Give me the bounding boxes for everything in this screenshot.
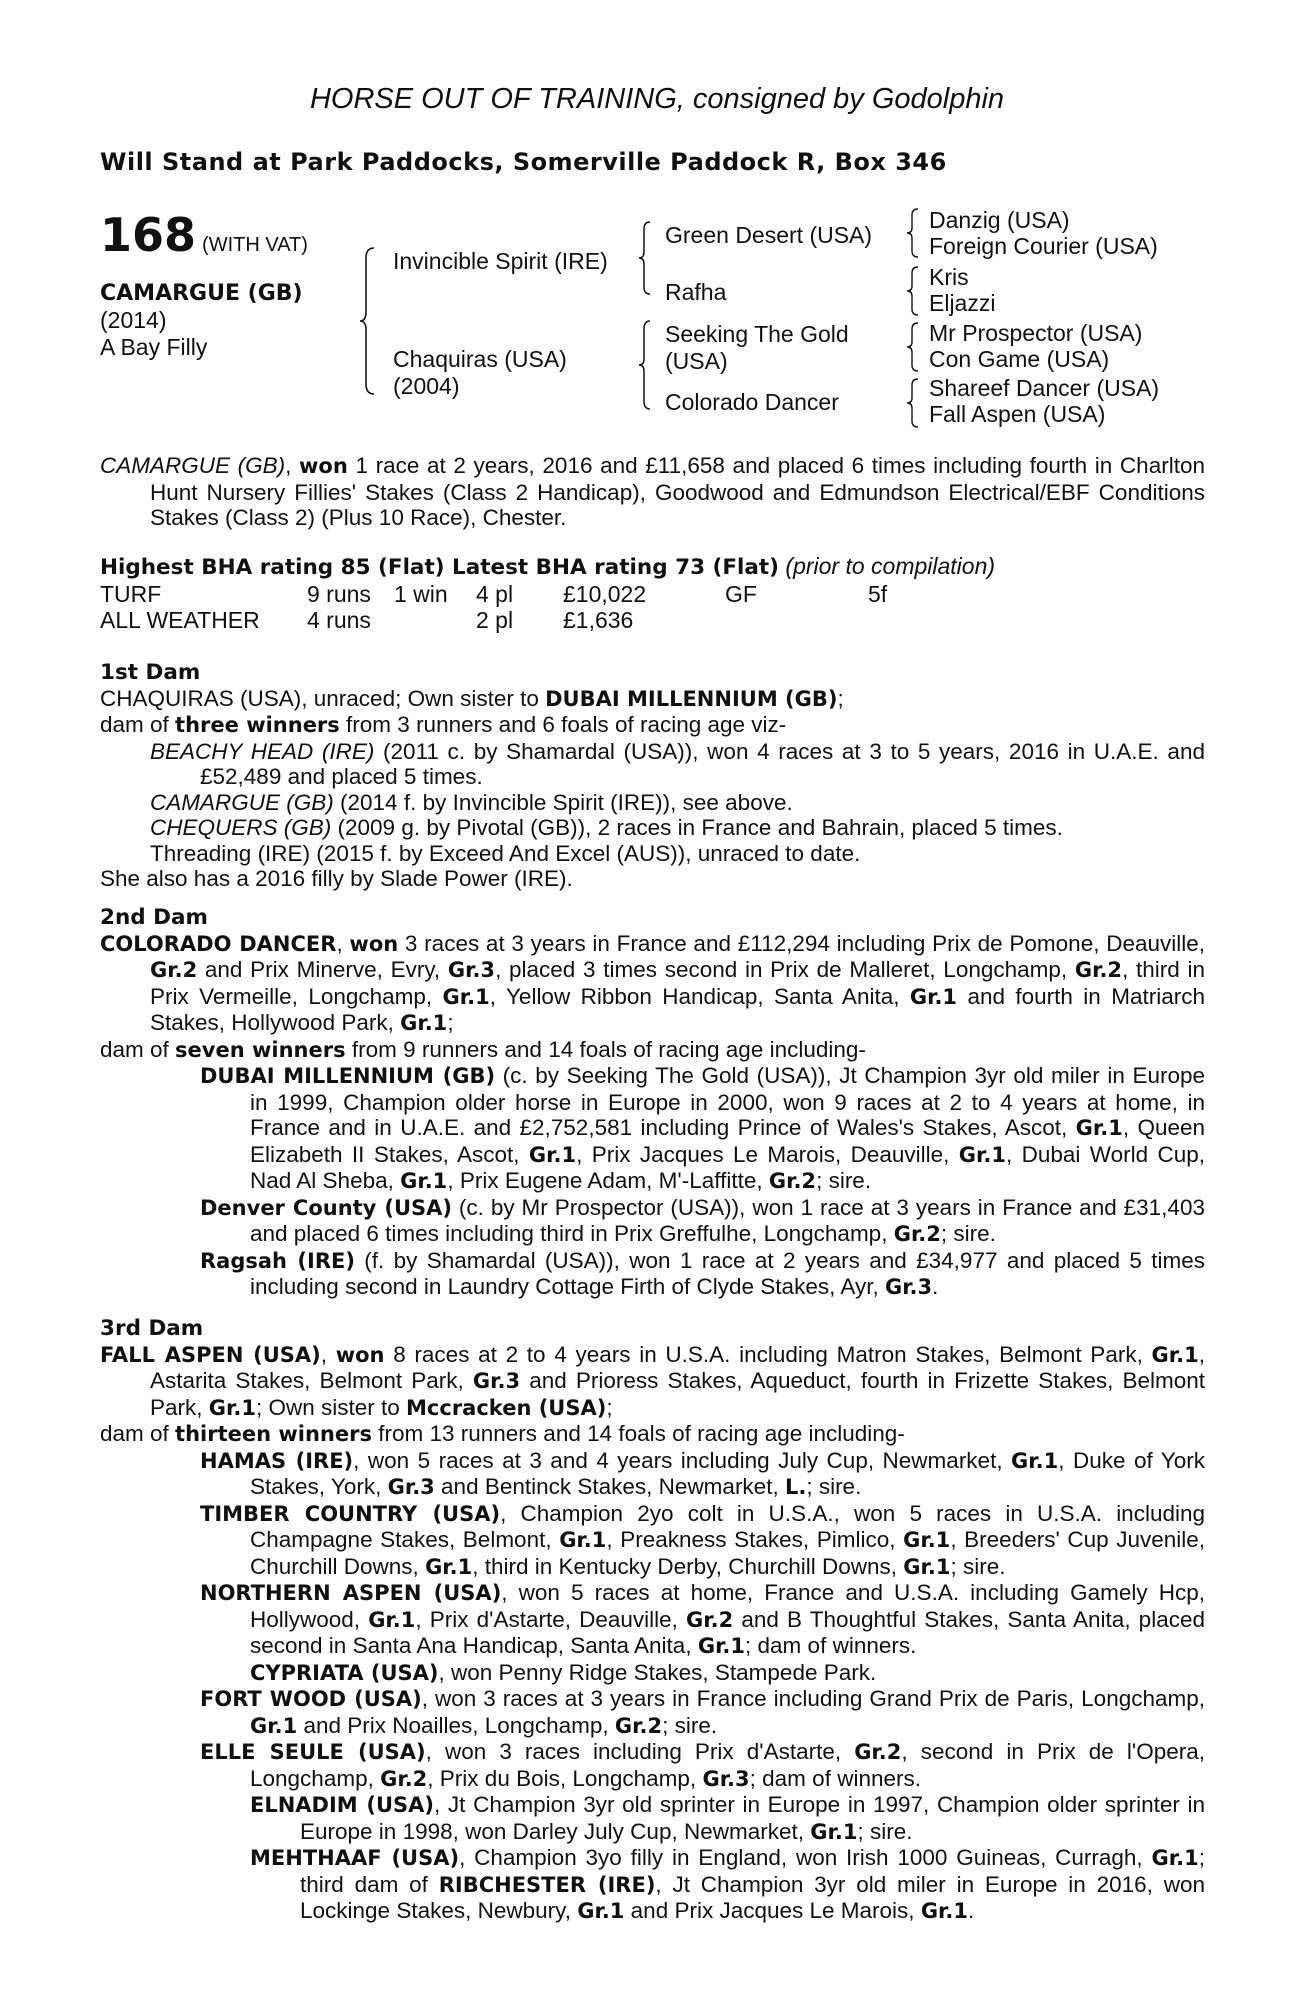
first-dam-winners: three winners — [175, 713, 340, 737]
produce-3-name: CHEQUERS (GB) — [150, 815, 332, 840]
first-dam-line2a: dam of — [100, 712, 176, 737]
dam-name: Chaquiras (USA) — [393, 346, 567, 372]
bold-run: Gr.1 — [1011, 1448, 1059, 1473]
bold-run: TIMBER COUNTRY (USA) — [200, 1501, 501, 1526]
bold-run: Gr.1 — [1151, 1342, 1199, 1367]
ds-sire: Mr Prospector (USA) — [929, 320, 1143, 346]
produce-2-name: CAMARGUE (GB) — [150, 789, 334, 815]
bold-run: Denver County (USA) — [200, 1195, 452, 1220]
bold-run: Gr.1 — [1075, 1116, 1123, 1140]
third-dam-offspring-3 — [100, 1580, 1205, 1660]
text-run: , Jt Champion 3yr old sprinter in Europe in 1997, Champion older sprinter in Europe in 1998, won Darley July Cup, Newmarket, — [300, 1792, 1205, 1844]
produce-4: Threading (IRE) (2015 f. by Exceed And Excel (AUS)), unraced to date. — [150, 840, 861, 866]
text-run: and B Thoughtful Stakes, Santa Anita, placed second in Santa Ana Handicap, Santa Anita, — [250, 1606, 1205, 1658]
produce-3-text: (2009 g. by Pivotal (GB)), 2 races in France and Bahrain, placed 5 times. — [331, 815, 1063, 840]
bold-run: seven winners — [175, 1037, 346, 1062]
text-run: , third in Kentucky Derby, Churchill Downs, — [472, 1553, 904, 1579]
horse-year: (2014) — [100, 307, 167, 333]
text-run: , Champion 2yo colt in U.S.A., won 5 races in U.S.A. including Champagne Stakes, Belmont, — [250, 1500, 1206, 1552]
text-run: , third in Prix Vermeille, Longchamp, — [150, 957, 1205, 1009]
first-dam-line1-end: ; — [837, 685, 844, 711]
summary-horse-name: CAMARGUE (GB) — [100, 453, 286, 478]
bold-run: Gr.2 — [686, 1607, 734, 1632]
dam-sire-line2: (USA) — [665, 348, 728, 374]
text-run: 3 races at 3 years in France and £112,294 including Prix de Pomone, Deauville, — [398, 930, 1205, 956]
summary-text: 1 race at 2 years, 2016 and £11,658 and placed 6 times including fourth in Charlton Hunt Nursery Fillies' Stakes (Class 2 Handicap), Goodwood and Edmundson Electrical/EBF Conditions Stakes (Class 2) (Plus 10 Race), Chester. — [150, 453, 1205, 530]
text-run: ; dam of winners. — [749, 1765, 921, 1791]
bold-run: NORTHERN ASPEN (USA) — [200, 1581, 502, 1605]
bold-run: Gr.3 — [447, 958, 496, 982]
aw-prize: £1,636 — [563, 607, 634, 633]
bold-run: Gr.1 — [810, 1819, 858, 1844]
bold-run: Gr.1 — [400, 1169, 448, 1193]
bold-run: Mccracken (USA) — [406, 1395, 607, 1420]
text-run: ; sire. — [857, 1818, 913, 1844]
third-dam-heading: 3rd Dam — [100, 1316, 204, 1341]
bold-run: FALL ASPEN (USA) — [100, 1342, 321, 1367]
third-dam-record — [100, 1342, 1205, 1422]
text-run: , won 5 races at 3 and 4 years including July Cup, Newmarket, — [353, 1447, 1012, 1473]
bold-run: Gr.2 — [893, 1222, 941, 1246]
summary-won: won — [299, 454, 348, 478]
produce-3 — [100, 815, 1205, 841]
dam-sire-line1: Seeking The Gold — [665, 321, 849, 347]
text-run: ; — [606, 1394, 613, 1420]
text-run: , Prix d'Astarte, Deauville, — [415, 1606, 687, 1632]
bold-run: Gr.1 — [697, 1634, 746, 1658]
bold-run: Gr.3 — [472, 1369, 521, 1393]
pedigree-brace-sd — [905, 265, 921, 317]
aw-runs: 4 runs — [307, 607, 371, 633]
text-run: , — [336, 930, 350, 956]
text-run: , Prix Jacques Le Marois, Deauville, — [576, 1141, 959, 1167]
ratings-heading: Highest BHA rating 85 (Flat) Latest BHA rating 73 (Flat) — [100, 555, 780, 580]
second-dam-heading: 2nd Dam — [100, 905, 208, 930]
bold-run: ELNADIM (USA) — [250, 1793, 435, 1817]
sire-sire: Green Desert (USA) — [665, 222, 873, 248]
produce-1-text: (2011 c. by Shamardal (USA)), won 4 races at 3 to 5 years, 2016 in U.A.E. and £52,489 and placed 5 times. — [200, 738, 1205, 789]
bold-run: thirteen winners — [175, 1422, 372, 1446]
bold-run: Gr.1 — [920, 1899, 969, 1923]
first-dam-line1: CHAQUIRAS (USA), unraced; Own sister to — [100, 685, 546, 711]
pedigree-brace-sire — [637, 220, 653, 296]
bold-run: Gr.3 — [387, 1475, 435, 1499]
pedigree-brace-ss — [905, 207, 921, 259]
stand-location: Will Stand at Park Paddocks, Somerville Paddock R, Box 346 — [100, 148, 947, 176]
sire-dam: Rafha — [665, 279, 727, 305]
turf-runs: 9 runs — [307, 581, 371, 607]
text-run: , Duke of York Stakes, York, — [250, 1447, 1205, 1499]
third-dam-offspring-4 — [100, 1686, 1205, 1739]
text-run: , Dubai World Cup, Nad Al Sheba, — [250, 1141, 1205, 1193]
produce-1-name: BEACHY HEAD (IRE) — [150, 738, 375, 764]
dam-dam: Colorado Dancer — [665, 389, 839, 415]
second-dam-produce — [100, 1037, 1205, 1064]
text-run: , Queen Elizabeth II Stakes, Ascot, — [250, 1115, 1206, 1167]
aw-label: ALL WEATHER — [100, 607, 260, 633]
horse-details — [100, 280, 303, 361]
text-run: , Prix Eugene Adam, M'-Laffitte, — [447, 1168, 769, 1193]
text-run: (f. by Shamardal (USA)), won 1 race at 2 years and £34,977 and placed 5 times including second in Laundry Cottage Firth of Clyde Stakes, Ayr, — [250, 1247, 1205, 1299]
text-run: ; sire. — [950, 1553, 1006, 1579]
bold-run: ELLE SEULE (USA) — [200, 1740, 426, 1764]
pedigree-brace-main — [358, 246, 378, 396]
bold-run: Gr.1 — [425, 1554, 473, 1579]
aw-placed: 2 pl — [476, 607, 514, 633]
third-dam-section — [100, 1316, 1205, 1925]
turf-prize: £10,022 — [563, 581, 647, 607]
vat-note: (WITH VAT) — [202, 234, 308, 256]
text-run: ; dam of winners. — [745, 1633, 917, 1658]
bold-run: won — [335, 1342, 385, 1367]
text-run: ; third dam of — [300, 1845, 1205, 1897]
turf-placed: 4 pl — [476, 581, 514, 607]
bold-run: Gr.1 — [1151, 1846, 1199, 1870]
text-run: , won 5 races at home, France and U.S.A. including Gamely Hcp, Hollywood, — [250, 1580, 1205, 1632]
bold-run: Gr.1 — [958, 1142, 1006, 1167]
second-dam-offspring-3 — [100, 1248, 1205, 1301]
text-run: , Champion 3yo filly in England, won Irish 1000 Guineas, Curragh, — [459, 1845, 1152, 1870]
third-dam-grandoffspring-2 — [100, 1792, 1205, 1845]
text-run: from 13 runners and 14 foals of racing age including- — [371, 1421, 905, 1446]
bold-run: Gr.2 — [768, 1169, 817, 1193]
pedigree-brace-ds — [905, 321, 921, 373]
turf-going: GF — [725, 581, 757, 607]
bold-run: Ragsah (IRE) — [200, 1248, 355, 1273]
bold-run: Gr.1 — [528, 1142, 577, 1167]
third-dam-grandoffspring-3 — [100, 1845, 1205, 1925]
bold-run: Gr.1 — [208, 1395, 256, 1420]
consignor-header: HORSE OUT OF TRAINING, consigned by Godolphin — [309, 83, 1005, 115]
bold-run: won — [349, 931, 399, 956]
bold-run: FORT WOOD (USA) — [200, 1687, 422, 1711]
bold-run: Gr.2 — [614, 1713, 663, 1738]
turf-distance: 5f — [868, 581, 888, 607]
bold-run: Gr.1 — [368, 1607, 416, 1632]
ss-dam: Foreign Courier (USA) — [929, 233, 1158, 259]
bold-run: Gr.2 — [150, 958, 198, 982]
text-run: (c. by Seeking The Gold (USA)), Jt Champion 3yr old miler in Europe in 1999, Champion older horse in Europe in 2000, won 9 races at 2 to 4 years at home, in France and in U.A.E. and £2,752,581 including Prince of Wales's Stakes, Ascot, — [250, 1063, 1205, 1140]
first-dam-heading: 1st Dam — [100, 660, 201, 685]
text-run: and Bentinck Stakes, Newmarket, — [434, 1474, 785, 1499]
bold-run: Gr.1 — [577, 1899, 625, 1923]
text-run: , — [320, 1341, 336, 1367]
text-run: , won 3 races at 3 years in France including Grand Prix de Paris, Longchamp, — [421, 1686, 1206, 1711]
bold-run: Gr.1 — [909, 984, 958, 1009]
dd-sire: Shareef Dancer (USA) — [929, 375, 1160, 401]
text-run: . — [968, 1898, 975, 1923]
dd-dam: Fall Aspen (USA) — [929, 401, 1106, 427]
dam-year: (2004) — [393, 373, 460, 399]
second-dam-section — [100, 905, 1205, 1301]
bold-run: Gr.3 — [702, 1766, 750, 1791]
text-run: , Yellow Ribbon Handicap, Santa Anita, — [489, 983, 910, 1009]
text-run: ; sire. — [662, 1712, 718, 1738]
text-run: , second in Prix de l'Opera, Longchamp, — [250, 1739, 1205, 1791]
text-run: ; Own sister to — [255, 1394, 407, 1420]
bold-run: HAMAS (IRE) — [200, 1448, 354, 1473]
pedigree-brace-dd — [905, 377, 921, 429]
bold-run: L. — [784, 1475, 807, 1499]
produce-2-text: (2014 f. by Invincible Spirit (IRE)), see above. — [333, 789, 793, 815]
bold-run: Gr.2 — [380, 1766, 428, 1791]
sd-sire: Kris — [929, 264, 969, 290]
produce-note: She also has a 2016 filly by Slade Power (IRE). — [100, 866, 573, 891]
turf-wins: 1 win — [394, 581, 448, 607]
first-dam-section — [100, 660, 1205, 892]
text-run: and Prix Noailles, Longchamp, — [297, 1712, 615, 1738]
text-run: and Prix Minerve, Evry, — [197, 957, 448, 982]
bold-run: CYPRIATA (USA) — [250, 1660, 439, 1685]
first-dam-line2c: from 3 runners and 6 foals of racing age viz- — [339, 712, 787, 737]
third-dam-offspring-5 — [100, 1739, 1205, 1792]
text-run: ; sire. — [940, 1221, 996, 1246]
text-run: , Prix du Bois, Longchamp, — [427, 1765, 703, 1791]
text-run: from 9 runners and 14 foals of racing age including- — [345, 1036, 866, 1062]
ratings-note: (prior to compilation) — [785, 553, 996, 579]
text-run: ; — [447, 1010, 454, 1035]
turf-row — [100, 581, 161, 608]
text-run: , Breeders' Cup Juvenile, Churchill Downs, — [250, 1527, 1206, 1579]
ds-dam: Con Game (USA) — [929, 346, 1110, 372]
text-run: , won 3 races including Prix d'Astarte, — [425, 1739, 855, 1764]
bold-run: DUBAI MILLENNIUM (GB) — [200, 1064, 496, 1088]
first-dam-sister: DUBAI MILLENNIUM (GB) — [545, 686, 838, 711]
bold-run: Gr.1 — [250, 1713, 298, 1738]
bold-run: Gr.3 — [884, 1275, 933, 1299]
sd-dam: Eljazzi — [929, 290, 996, 316]
text-run: 8 races at 2 to 4 years in U.S.A. including Matron Stakes, Belmont Park, — [384, 1341, 1152, 1367]
text-run: and Prioress Stakes, Aqueduct, fourth in Frizette Stakes, Belmont Park, — [150, 1368, 1206, 1420]
lot-number-block — [100, 208, 308, 262]
pedigree-brace-dam — [637, 319, 653, 411]
text-run: , Jt Champion 3yr old miler in Europe in 2016, won Lockinge Stakes, Newbury, — [300, 1871, 1205, 1923]
text-run: and fourth in Matriarch Stakes, Hollywood Park, — [150, 983, 1205, 1035]
third-dam-produce — [100, 1421, 1205, 1448]
text-run: , Preakness Stakes, Pimlico, — [606, 1527, 904, 1552]
text-run: . — [932, 1274, 939, 1299]
bold-run: Gr.1 — [903, 1528, 951, 1552]
horse-description: A Bay Filly — [100, 334, 208, 360]
third-dam-grandoffspring-1 — [100, 1660, 1205, 1687]
racing-summary: CAMARGUE (GB), won 1 race at 2 years, 2016 and £11,658 and placed 6 times including fourth in Charlton Hunt Nursery Fillies' Stakes (Class 2 Handicap), Goodwood and Edmundson Electrical/EBF Conditions Stakes (Class 2) (Plus 10 Race), Chester. — [100, 453, 1205, 530]
bold-run: Gr.2 — [854, 1740, 902, 1764]
third-dam-offspring-2 — [100, 1501, 1205, 1581]
text-run: and Prix Jacques Le Marois, — [624, 1898, 921, 1923]
third-dam-offspring-1 — [100, 1448, 1205, 1501]
text-run: , Astarita Stakes, Belmont Park, — [150, 1341, 1205, 1393]
text-run: dam of — [100, 1036, 176, 1062]
bold-run: Gr.1 — [442, 984, 490, 1009]
lot-number: 168 — [100, 208, 197, 262]
text-run: ; sire. — [806, 1474, 862, 1499]
bold-run: COLORADO DANCER — [100, 931, 337, 956]
horse-name: CAMARGUE (GB) — [100, 281, 303, 306]
text-run: dam of — [100, 1421, 176, 1446]
bold-run: Gr.2 — [1074, 958, 1123, 982]
produce-1 — [100, 739, 1205, 790]
text-run: , placed 3 times second in Prix de Malleret, Longchamp, — [495, 957, 1075, 982]
bold-run: Gr.1 — [400, 1011, 448, 1035]
sire-name: Invincible Spirit (IRE) — [393, 248, 608, 274]
text-run: , won Penny Ridge Stakes, Stampede Park. — [438, 1659, 877, 1685]
turf-label: TURF — [100, 581, 162, 607]
bold-run: MEHTHAAF (USA) — [250, 1846, 460, 1870]
bold-run: RIBCHESTER (IRE) — [438, 1872, 656, 1897]
second-dam-offspring-2 — [100, 1195, 1205, 1248]
second-dam-offspring-1 — [100, 1063, 1205, 1195]
produce-2 — [100, 790, 1205, 816]
text-run: ; sire. — [816, 1168, 872, 1193]
ss-sire: Danzig (USA) — [929, 207, 1070, 233]
bold-run: Gr.1 — [903, 1554, 951, 1579]
text-run: (c. by Mr Prospector (USA)), won 1 race at 3 years in France and £31,403 and placed 6 times including third in Prix Greffulhe, Longchamp, — [250, 1194, 1205, 1246]
bold-run: Gr.1 — [559, 1528, 607, 1552]
second-dam-record — [100, 931, 1205, 1037]
